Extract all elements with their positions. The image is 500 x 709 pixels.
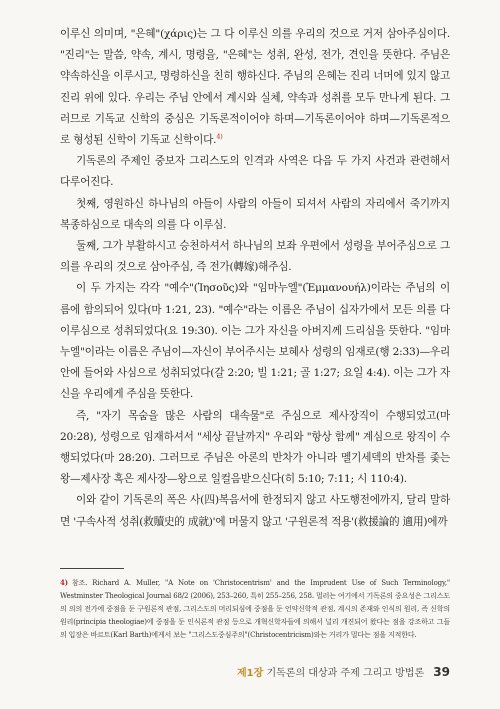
paragraph-1: 이루신 의미며, "은혜"(χάρις)는 그 다 이루신 의를 우리의 것으로 거저 삼아주심이다. "진리"는 말씀, 약속, 계시, 명령을, "은혜"는 성취, 완성, 전가, 견인을 뜻한다. 주님은 약속하신을 이루시고, 명령하신을 친히 행하신다. 주님의 은혜는 진리 너머에 있지 않고 진리 위에 있다. 우리는 주님 안에서 계시와 실체, 약속과 성취를 모두 만나게 된다. 그러므로 기독교 신학의 중심은 기독론적이어야 하며—기독론이어야 하며—기독론적으로 형성된 신학이 기독교 신학이다.$^{4)}$ [60,28,450,147]
paragraph-6: 즉, "자기 목숨을 많은 사람의 대속물"로 주심으로 제사장직이 수행되었고(마 20:28), 성령으로 임재하셔서 "세상 끝날까지" 우리와 "항상 함께" 계심으로 왕직이 수행되었다(마 28:20). 그러므로 주님은 아론의 반차가 아니라 멜기세덱의 반차를 좇는 왕—제사장 혹은 제사장—왕으로 일컬음받으신다(히 5:10; 7:11; 시 110:4). [60,409,450,486]
footnote-ref[interactable]: 4) [216,132,223,141]
footnote [60,576,450,642]
paragraph-2: 기독론의 주제인 중보자 그리스도의 인격과 사역은 다음 두 가지 사건과 관련해서 다루어진다. [60,155,450,189]
body-text [60,24,450,533]
footnote-divider [60,568,124,569]
paragraph-3: 첫째, 영원하신 하나님의 아들이 사람의 아들이 되셔서 사람의 자리에서 죽기까지 복종하심으로 대속의 의를 다 이루심. [60,197,450,231]
paragraph-4: 둘째, 그가 부활하시고 승천하셔서 하나님의 보좌 우편에서 성령을 부어주심으로 그 의를 우리의 것으로 삼아주심, 즉 전가(轉嫁)해주심. [60,240,450,274]
page-number: 39 [433,665,450,679]
chapter-label: 제1장 [237,668,264,679]
chapter-title: 기독론의 대상과 주제 그리고 방법론 [266,668,425,679]
footnote-text: 참조. Richard A. Muller, "A Note on 'Christocentrism' and the Imprudent Use of Such Terminology," Westminster Theological Journal 68/2 (2006), 253–260, 특히 255–256, 258. 멀러는 여기에서 기독론의 중요성은 그리스도의 의의 전가에 중점을 둔 구원론적 관점, 그리스도의 머리되심에 중점을 둔 언약신학적 관점, 계시의 존재와 인식의 원리, 즉 신학의 원리(principia theologiae)에 중점을 둔 인식론적 관점 등으로 개혁신학자들에 의해서 널리 개진되어 왔다는 점을 강조하고 그들의 입장은 바르트(Karl Barth)에게서 보는 "그리스도중심주의"(Christocentricism)와는 거리가 멀다는 점을 지적한다. [60,579,450,639]
footnote-number: 4) [60,578,68,587]
page-footer [237,664,450,679]
paragraph-7: 이와 같이 기독론의 폭은 사(四)복음서에 한정되지 않고 사도행전에까지, 달리 말하면 '구속사적 성취(救贖史的 成就)'에 머물지 않고 '구원론적 적용'(救援論的 適用)에까 [60,494,450,528]
paragraph-5: 이 두 가지는 각각 "예수"(Ἰησοῦς)와 "임마누엘"(Ἐμμανουήλ)이라는 주님의 이름에 함의되어 있다(마 1:21, 23). "예수"라는 이름은 주님이 십자가에서 모든 의를 다 이루심으로 성취되었다(요 19:30). 이는 그가 자신을 아버지께 드리심을 뜻한다. "임마누엘"이라는 이름은 주님이—자신이 부어주시는 보혜사 성령의 임재로(행 2:33)—우리 안에 들어와 사심으로 성취되었다(갈 2:20; 빌 1:21; 골 1:27; 요일 4:4). 이는 그가 자신을 우리에게 주심을 뜻한다. [60,282,450,401]
